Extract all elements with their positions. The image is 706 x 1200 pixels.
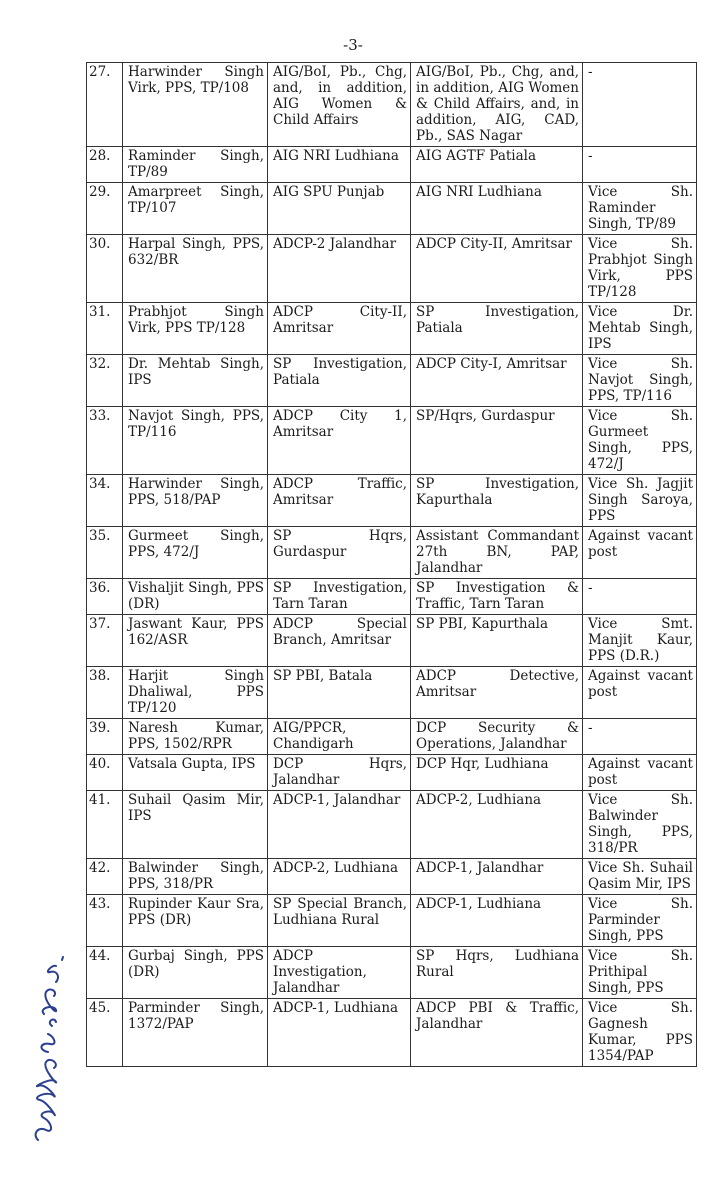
page-number: -3- bbox=[343, 36, 363, 54]
new-posting: Assistant Commandant 27th BN, PAP, Jalandhar bbox=[411, 527, 583, 579]
table-row bbox=[87, 63, 697, 147]
current-posting: AIG/PPCR, Chandigarh bbox=[268, 719, 411, 755]
officer-name: Suhail Qasim Mir, IPS bbox=[123, 791, 268, 859]
new-posting: ADCP PBI & Traffic, Jalandhar bbox=[411, 999, 583, 1067]
current-posting: ADCP Investigation, Jalandhar bbox=[268, 947, 411, 999]
table-row bbox=[87, 475, 697, 527]
officer-name: Harpal Singh, PPS, 632/BR bbox=[123, 235, 268, 303]
serial-number: 30. bbox=[87, 235, 123, 303]
new-posting: AIG NRI Ludhiana bbox=[411, 183, 583, 235]
serial-number: 32. bbox=[87, 355, 123, 407]
current-posting: SP Special Branch, Ludhiana Rural bbox=[268, 895, 411, 947]
table-row bbox=[87, 947, 697, 999]
new-posting: SP Investigation, Patiala bbox=[411, 303, 583, 355]
serial-number: 34. bbox=[87, 475, 123, 527]
new-posting: AIG AGTF Patiala bbox=[411, 147, 583, 183]
table-row bbox=[87, 999, 697, 1067]
new-posting: ADCP Detective, Amritsar bbox=[411, 667, 583, 719]
serial-number: 31. bbox=[87, 303, 123, 355]
officer-name: Gurbaj Singh, PPS (DR) bbox=[123, 947, 268, 999]
new-posting: SP Investigation, Kapurthala bbox=[411, 475, 583, 527]
serial-number: 36. bbox=[87, 579, 123, 615]
officer-name: Harwinder Singh, PPS, 518/PAP bbox=[123, 475, 268, 527]
officer-name: Prabhjot Singh Virk, PPS TP/128 bbox=[123, 303, 268, 355]
remarks: Vice Smt. Manjit Kaur, PPS (D.R.) bbox=[583, 615, 697, 667]
serial-number: 35. bbox=[87, 527, 123, 579]
table-row bbox=[87, 579, 697, 615]
table-row bbox=[87, 719, 697, 755]
new-posting: SP Hqrs, Ludhiana Rural bbox=[411, 947, 583, 999]
officer-name: Raminder Singh, TP/89 bbox=[123, 147, 268, 183]
new-posting: DCP Hqr, Ludhiana bbox=[411, 755, 583, 791]
officer-name: Naresh Kumar, PPS, 1502/RPR bbox=[123, 719, 268, 755]
current-posting: AIG/BoI, Pb., Chg, and, in addition, AIG Women & Child Affairs bbox=[268, 63, 411, 147]
table-row bbox=[87, 147, 697, 183]
remarks: Vice Sh. Parminder Singh, PPS bbox=[583, 895, 697, 947]
remarks: - bbox=[583, 63, 697, 147]
officer-name: Vatsala Gupta, IPS bbox=[123, 755, 268, 791]
serial-number: 43. bbox=[87, 895, 123, 947]
remarks: Vice Sh. Gagnesh Kumar, PPS 1354/PAP bbox=[583, 999, 697, 1067]
current-posting: SP Investigation, Tarn Taran bbox=[268, 579, 411, 615]
officer-name: Amarpreet Singh, TP/107 bbox=[123, 183, 268, 235]
remarks: Vice Sh. Balwinder Singh, PPS, 318/PR bbox=[583, 791, 697, 859]
current-posting: ADCP-2 Jalandhar bbox=[268, 235, 411, 303]
table-row bbox=[87, 895, 697, 947]
new-posting: DCP Security & Operations, Jalandhar bbox=[411, 719, 583, 755]
table-row bbox=[87, 859, 697, 895]
remarks: - bbox=[583, 147, 697, 183]
serial-number: 38. bbox=[87, 667, 123, 719]
remarks: Vice Sh. Prabhjot Singh Virk, PPS TP/128 bbox=[583, 235, 697, 303]
new-posting: ADCP-2, Ludhiana bbox=[411, 791, 583, 859]
remarks: Vice Sh. Gurmeet Singh, PPS, 472/J bbox=[583, 407, 697, 475]
table-row bbox=[87, 303, 697, 355]
new-posting: ADCP-1, Ludhiana bbox=[411, 895, 583, 947]
remarks: Against vacant post bbox=[583, 755, 697, 791]
remarks: - bbox=[583, 579, 697, 615]
new-posting: ADCP City-I, Amritsar bbox=[411, 355, 583, 407]
current-posting: AIG SPU Punjab bbox=[268, 183, 411, 235]
transfer-table bbox=[86, 62, 697, 1067]
new-posting: SP Investigation & Traffic, Tarn Taran bbox=[411, 579, 583, 615]
officer-name: Harwinder Singh Virk, PPS, TP/108 bbox=[123, 63, 268, 147]
remarks: Against vacant post bbox=[583, 667, 697, 719]
officer-name: Jaswant Kaur, PPS 162/ASR bbox=[123, 615, 268, 667]
table-row bbox=[87, 791, 697, 859]
officer-name: Gurmeet Singh, PPS, 472/J bbox=[123, 527, 268, 579]
serial-number: 37. bbox=[87, 615, 123, 667]
serial-number: 42. bbox=[87, 859, 123, 895]
serial-number: 29. bbox=[87, 183, 123, 235]
table-row bbox=[87, 183, 697, 235]
current-posting: ADCP City-II, Amritsar bbox=[268, 303, 411, 355]
serial-number: 39. bbox=[87, 719, 123, 755]
current-posting: ADCP-1, Ludhiana bbox=[268, 999, 411, 1067]
officer-name: Harjit Singh Dhaliwal, PPS TP/120 bbox=[123, 667, 268, 719]
serial-number: 41. bbox=[87, 791, 123, 859]
table-row bbox=[87, 407, 697, 475]
current-posting: ADCP-2, Ludhiana bbox=[268, 859, 411, 895]
new-posting: SP/Hqrs, Gurdaspur bbox=[411, 407, 583, 475]
remarks: Vice Sh. Jagjit Singh Saroya, PPS bbox=[583, 475, 697, 527]
serial-number: 27. bbox=[87, 63, 123, 147]
table-row bbox=[87, 235, 697, 303]
officer-name: Balwinder Singh, PPS, 318/PR bbox=[123, 859, 268, 895]
current-posting: ADCP Special Branch, Amritsar bbox=[268, 615, 411, 667]
remarks: Vice Dr. Mehtab Singh, IPS bbox=[583, 303, 697, 355]
officer-name: Rupinder Kaur Sra, PPS (DR) bbox=[123, 895, 268, 947]
new-posting: ADCP City-II, Amritsar bbox=[411, 235, 583, 303]
current-posting: ADCP-1, Jalandhar bbox=[268, 791, 411, 859]
current-posting: SP Investigation, Patiala bbox=[268, 355, 411, 407]
officer-name: Dr. Mehtab Singh, IPS bbox=[123, 355, 268, 407]
table-row bbox=[87, 527, 697, 579]
remarks: Vice Sh. Suhail Qasim Mir, IPS bbox=[583, 859, 697, 895]
current-posting: ADCP Traffic, Amritsar bbox=[268, 475, 411, 527]
serial-number: 40. bbox=[87, 755, 123, 791]
serial-number: 33. bbox=[87, 407, 123, 475]
remarks: Vice Sh. Prithipal Singh, PPS bbox=[583, 947, 697, 999]
officer-name: Vishaljit Singh, PPS (DR) bbox=[123, 579, 268, 615]
remarks: Vice Sh. Navjot Singh, PPS, TP/116 bbox=[583, 355, 697, 407]
remarks: Vice Sh. Raminder Singh, TP/89 bbox=[583, 183, 697, 235]
current-posting: SP PBI, Batala bbox=[268, 667, 411, 719]
handwritten-signature bbox=[8, 930, 78, 1150]
officer-name: Parminder Singh, 1372/PAP bbox=[123, 999, 268, 1067]
current-posting: DCP Hqrs, Jalandhar bbox=[268, 755, 411, 791]
table-row bbox=[87, 615, 697, 667]
current-posting: SP Hqrs, Gurdaspur bbox=[268, 527, 411, 579]
serial-number: 44. bbox=[87, 947, 123, 999]
remarks: Against vacant post bbox=[583, 527, 697, 579]
serial-number: 28. bbox=[87, 147, 123, 183]
table-row bbox=[87, 667, 697, 719]
new-posting: ADCP-1, Jalandhar bbox=[411, 859, 583, 895]
current-posting: AIG NRI Ludhiana bbox=[268, 147, 411, 183]
new-posting: SP PBI, Kapurthala bbox=[411, 615, 583, 667]
table-row bbox=[87, 755, 697, 791]
officer-name: Navjot Singh, PPS, TP/116 bbox=[123, 407, 268, 475]
serial-number: 45. bbox=[87, 999, 123, 1067]
new-posting: AIG/BoI, Pb., Chg, and, in addition, AIG Women & Child Affairs, and, in addition, AIG, CAD, Pb., SAS Nagar bbox=[411, 63, 583, 147]
remarks: - bbox=[583, 719, 697, 755]
table-row bbox=[87, 355, 697, 407]
current-posting: ADCP City 1, Amritsar bbox=[268, 407, 411, 475]
